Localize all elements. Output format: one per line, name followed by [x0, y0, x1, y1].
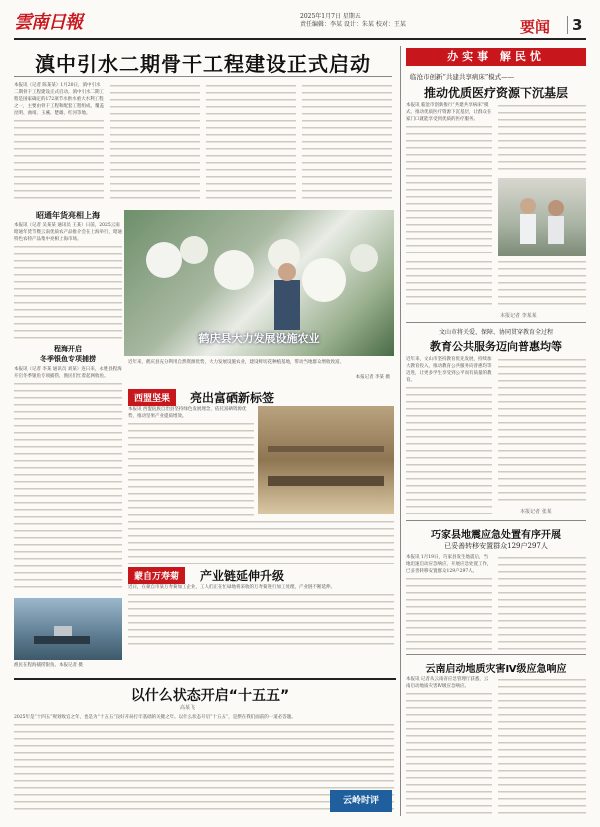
text-filler [406, 690, 492, 814]
mengzi-body [128, 584, 394, 648]
text-filler [14, 117, 104, 204]
education-body [406, 356, 492, 514]
qiaojia-subtitle: 已妥善转移安置群众129户297人 [444, 542, 548, 550]
side-box-text: 本报讯 临沧市创新推行“共建共享病床”模式，推动优质医疗资源下沉基层，让群众在家门口就能享受到优质的医疗服务。 [406, 103, 492, 122]
xichou-kicker-label: 西盟坚果 [128, 389, 176, 406]
commentary-rule [14, 678, 396, 680]
flower-photo-caption: 近年来，鹤庆县充分利用自然资源优势，大力发展设施农业，建设鲜切花种植基地，带动当地群众增收致富。 [128, 360, 344, 365]
fishing-photo-caption: 渔民在程海捕捞银鱼。本报记者 摄 [14, 663, 83, 668]
xichou-body-cont [128, 518, 394, 564]
disaster-text: 本报讯 记者从云南省应急管理厅获悉，云南启动地质灾害Ⅳ级应急响应。 [406, 677, 489, 689]
text-filler [128, 591, 394, 645]
fishing-photo [14, 598, 122, 660]
commentary-text: 2025年是“十四五”规划收官之年，也是为“十五五”良好开局打牢基础的关键之年。以什么状态开启“十五五”，是摆在我们面前的一道必答题。 [14, 715, 296, 720]
text-filler [406, 123, 492, 253]
side-box-body [406, 102, 492, 254]
nut-photo [258, 406, 394, 514]
commentary-brand: 云岭时评 [330, 790, 392, 812]
section-tag: 要闻 [520, 18, 551, 36]
shanghai-body [14, 222, 122, 342]
xichou-text: 本报讯 西盟佤族自治县坚持绿色发展理念，依托富硒资源优势，推动坚果产业提质增效。 [128, 407, 247, 419]
xichou-kicker-title: 亮出富硒新标签 [190, 391, 275, 405]
lead-body [14, 82, 104, 204]
side-box-body-col2-cont [498, 258, 586, 310]
fishing-body [14, 366, 122, 594]
shanghai-title: 昭通年货亮相上海 [36, 211, 100, 220]
education-rule [406, 322, 586, 323]
flower-photo-title: 鹤庆县大力发展设施农业 [198, 332, 320, 345]
shanghai-text: 本报讯（记者 吴某某 通讯员 王某）日前，2025云南昭通年货节暨云南优质农产品推介会在上海举行，昭通特色农特产品集中亮相上海市场。 [14, 223, 122, 242]
qiaojia-body [406, 554, 492, 650]
nut-pile-icon [258, 406, 394, 514]
lead-headline: 滇中引水二期骨干工程建设正式启动 [35, 52, 371, 76]
boat-icon [14, 598, 122, 660]
disaster-title: 云南启动地质灾害Ⅳ级应急响应 [425, 664, 567, 675]
lead-body-col3 [206, 82, 296, 204]
mengzi-text: 近日，在蒙自市某万寿菊加工企业，工人们正在忙碌地将采收的万寿菊进行加工处理，产业链不断延伸。 [128, 585, 335, 590]
education-text: 近年来，文山市坚持教育优先发展，持续加大教育投入，推动教育公共服务向普惠均等迈进，让更多学生享受到公平而有质量的教育。 [406, 357, 492, 383]
commentary-author: 高某飞 [180, 705, 196, 711]
qiaojia-body-col2 [498, 554, 586, 650]
text-filler [14, 243, 122, 342]
lead-text: 本报讯（记者 陈某某）1月20日，滇中引水二期骨干工程建设正式启动。滇中引水二期工程是国家确定的172项节水供水重大水利工程之一，主要由骨干工程和配套工程组成，覆盖昆明、曲靖、玉溪、楚雄、红河等地。 [14, 83, 104, 116]
education-title: 教育公共服务迈向普惠均等 [430, 340, 562, 353]
text-filler [406, 575, 492, 650]
side-box-byline: 本报记者 李某某 [500, 313, 537, 319]
education-body-col2 [498, 356, 586, 506]
qiaojia-title: 巧家县地震应急处置有序开展 [431, 530, 561, 541]
side-box-body-col2 [498, 102, 586, 174]
fishing-text: 本报讯（记者 李某 通讯员 刘某）连日来，永胜县程海开启冬季银鱼专项捕捞，渔民们忙着起网收鱼。 [14, 367, 122, 379]
column-divider [400, 46, 401, 816]
page-number: 3 [567, 16, 582, 34]
fishing-title-2: 冬季银鱼专项捕捞 [40, 355, 96, 363]
dateline [300, 13, 406, 29]
date-line-1: 2025年1月7日 星期五 [300, 13, 361, 20]
disaster-body [406, 676, 492, 814]
commentary-title: 以什么状态开启“十五五” [130, 688, 290, 704]
education-byline: 本报记者 张某 [520, 509, 552, 515]
side-box-header: 办实事 解民忧 [406, 48, 586, 66]
flower-photo-credit: 本报记者 李某 摄 [355, 375, 390, 380]
side-box-title: 推动优质医疗资源下沉基层 [423, 86, 568, 100]
date-line-2: 责任编辑：李某 设计：朱某 校对：王某 [300, 21, 406, 28]
top-rule [14, 38, 586, 40]
xichou-body [128, 406, 254, 516]
lead-body-col4 [302, 82, 392, 204]
lead-divider [14, 76, 392, 77]
side-box-body-cont [406, 258, 492, 310]
disaster-body-col2 [498, 676, 586, 814]
text-filler [406, 384, 492, 514]
education-kicker: 文山市将关爱、保障、协同贯穿教育全过程 [438, 329, 553, 336]
side-box-photo [498, 178, 586, 256]
mengzi-kicker-title: 产业链延伸升级 [200, 569, 285, 583]
qiaojia-rule [406, 520, 586, 521]
qiaojia-text: 本报讯 1月19日，巧家县发生地震后，当地迅速启动应急响应，开展应急处置工作，已妥善转移安置群众129户297人。 [406, 555, 492, 574]
text-filler [14, 380, 122, 590]
side-box-kicker: 临沧市创新“共建共享病床”模式—— [410, 73, 515, 81]
lead-body-col2 [110, 82, 200, 204]
disaster-rule [406, 654, 586, 655]
fishing-title: 程海开启 [54, 345, 82, 353]
text-filler [128, 420, 254, 516]
masthead [0, 0, 600, 42]
mengzi-kicker-label: 蒙自万寿菊 [128, 567, 185, 584]
medical-staff-icon [498, 178, 586, 256]
newspaper-logo: 雲南日報 [14, 12, 82, 33]
